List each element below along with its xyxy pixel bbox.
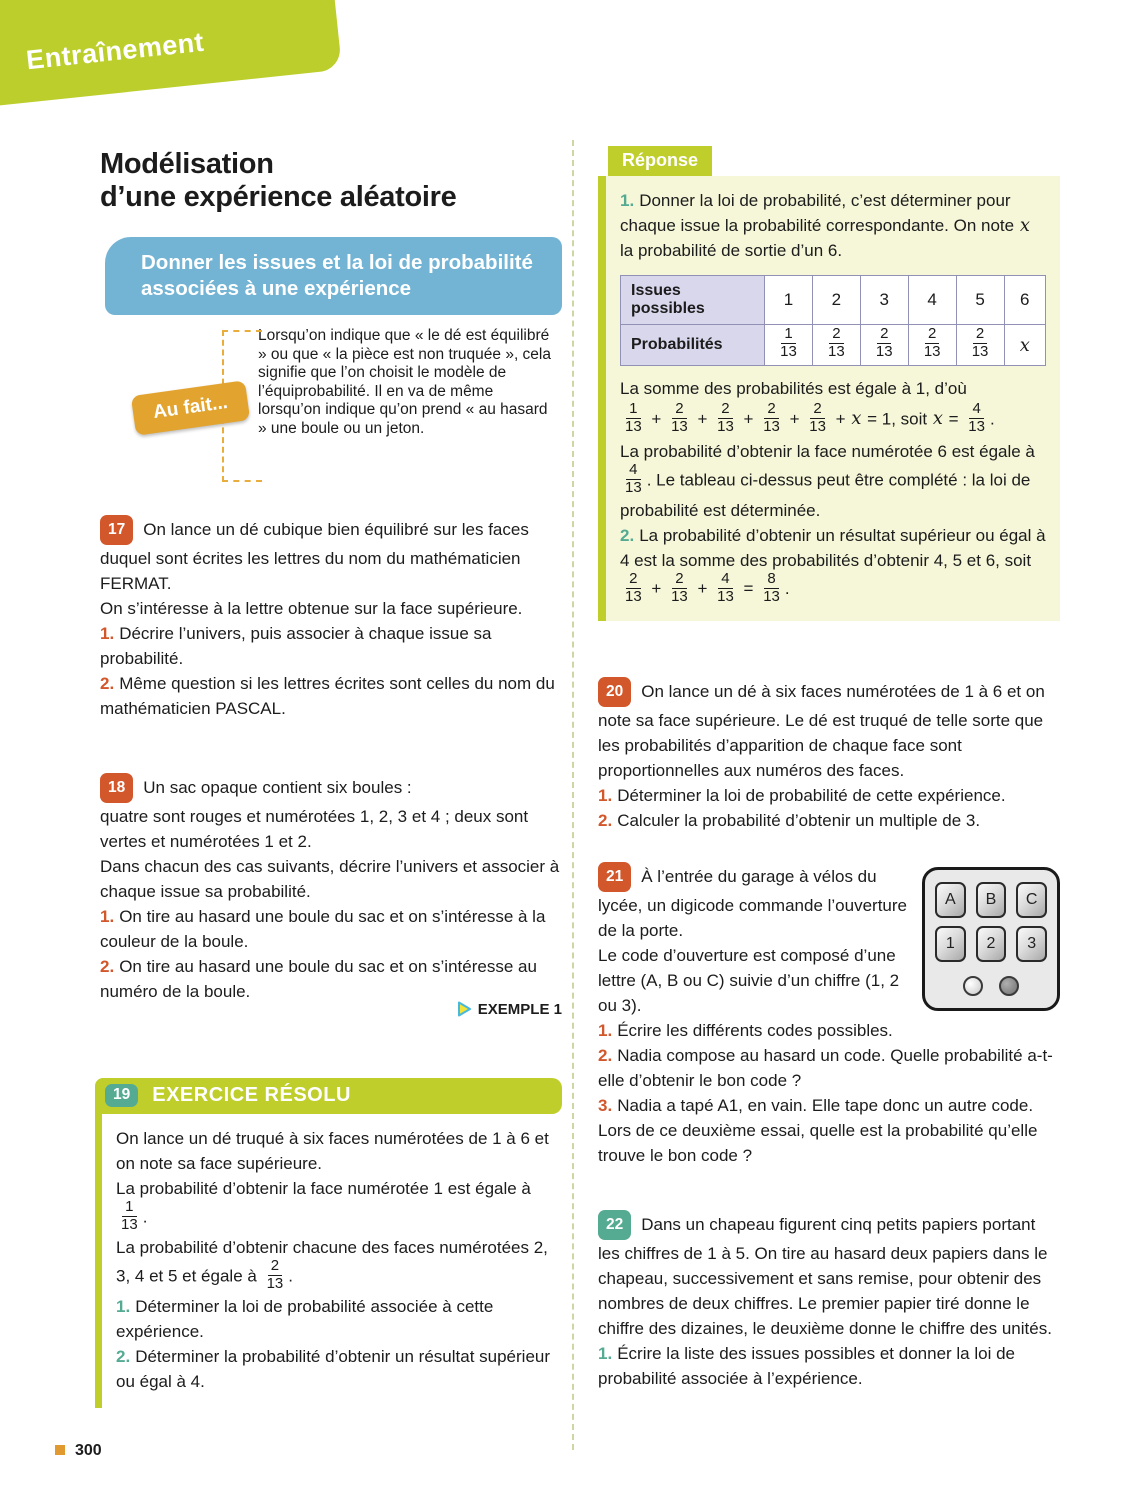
exercise-21-text: À l’entrée du garage à vélos du lycée, un digicode commande l’ouverture de la porte. — [598, 867, 908, 940]
exercise-22 — [598, 1211, 1060, 1391]
table-cell: 2 — [812, 276, 860, 325]
table-cell: 1 — [765, 276, 813, 325]
table-cell: 5 — [956, 276, 1004, 325]
item-marker: 2. — [100, 674, 115, 693]
exercise-18-text3: Dans chacun des cas suivants, décrire l’univers et associer à chaque issue sa probabilité. — [100, 857, 560, 901]
solved-exercise-body — [95, 1114, 562, 1408]
exercise-17-item2 — [100, 671, 562, 721]
item-text: Déterminer la loi de probabilité de cette expérience. — [617, 786, 1006, 805]
reponse-sum-intro: La somme des probabilités est égale à 1, d’où — [620, 379, 967, 398]
banner-label: Entraînement — [24, 26, 206, 76]
exercise-17-badge: 17 — [100, 515, 133, 545]
table-cell: 4 — [908, 276, 956, 325]
digicode-image — [922, 867, 1060, 1011]
indicator-light-right — [999, 976, 1019, 996]
exercise-21-item1 — [598, 1018, 1060, 1043]
table-cell: 6 — [1004, 276, 1046, 325]
item-marker: 2. — [116, 1347, 131, 1366]
exercise-22-badge: 22 — [598, 1210, 631, 1240]
au-fait-badge: Au fait... — [131, 380, 250, 436]
item-text: Déterminer la loi de probabilité associée à cette expérience. — [116, 1297, 494, 1341]
column-divider — [572, 140, 574, 1450]
reponse-text3: La probabilité d’obtenir la face numérotée 6 est égale à $\frac{4}{13}$ . Le tableau ci-dessus peut être complété : la loi de probabilité est déterminée. — [620, 442, 1035, 520]
exercise-21-item3 — [598, 1093, 1060, 1168]
digicode-key-1: 1 — [935, 926, 966, 962]
item-text: Même question si les lettres écrites sont celles du nom du mathématicien PASCAL. — [100, 674, 555, 718]
au-fait-note — [100, 327, 562, 487]
solved-exercise-header — [95, 1078, 562, 1114]
exercise-20 — [598, 678, 1060, 833]
table-header-probabilities: Probabilités — [621, 325, 765, 366]
digicode-key-3: 3 — [1016, 926, 1047, 962]
item-text: On tire au hasard une boule du sac et on s’intéresse à la couleur de la boule. — [100, 907, 546, 951]
method-box-line2: associées à une expérience — [141, 277, 412, 300]
exercise-21-badge: 21 — [598, 862, 631, 892]
item-text: Décrire l’univers, puis associer à chaque issue sa probabilité. — [100, 624, 492, 668]
exercise-17-text: On lance un dé cubique bien équilibré sur les faces duquel sont écrites les lettres du nom du mathématicien FERMAT. — [100, 520, 529, 593]
exemple-triangle-icon — [457, 1001, 472, 1017]
au-fait-text: Lorsqu’on indique que « le dé est équilibré » ou que « la pièce est non truquée », cela signifie que l’on choisit le modèle de l’équiprobabilité. Il en va de même lorsqu’on indique qu’on prend « au hasard » une boule ou un jeton. — [258, 327, 551, 437]
exemple-reference — [100, 1001, 562, 1018]
item-marker: 3. — [598, 1096, 613, 1115]
table-cell: $\frac{2}{13}$ — [860, 325, 908, 366]
reponse-equation: $\frac{1}{13}$ + $\frac{2}{13}$ + $\frac{2}{13}$ + $\frac{2}{13}$ + $\frac{2}{13}$ + x = 1, soit x = $\frac{4}{13}$ . — [625, 400, 995, 435]
indicator-light-left — [963, 976, 983, 996]
digicode-keys — [935, 882, 1047, 962]
exercise-20-item2 — [598, 808, 1060, 833]
exercise-18 — [100, 774, 562, 1004]
item-text: Calculer la probabilité d’obtenir un multiple de 3. — [617, 811, 981, 830]
item-marker: 1. — [598, 786, 613, 805]
reponse-box — [598, 176, 1060, 621]
item-text: Écrire la liste des issues possibles et donner la loi de probabilité associée à l’expérience. — [598, 1344, 1016, 1388]
page-title-line2: d’une expérience aléatoire — [100, 181, 457, 213]
exemple-label: EXEMPLE 1 — [477, 1001, 562, 1018]
item-marker: 2. — [598, 1046, 613, 1065]
exercise-19-text2: La probabilité d’obtenir la face numérotée 1 est égale à $\frac{1}{13}$ . — [116, 1179, 531, 1233]
page-number-value: 300 — [75, 1442, 102, 1459]
item-marker: 1. — [598, 1344, 613, 1363]
reponse-block — [598, 146, 1060, 621]
entrainement-banner — [0, 0, 342, 110]
method-box-line1: Donner les issues et la loi de probabilité — [141, 251, 533, 274]
reponse-item2 — [620, 523, 1046, 607]
page-number-bullet — [55, 1445, 65, 1455]
exercise-17-text2: On s’intéresse à la lettre obtenue sur la face supérieure. — [100, 599, 523, 618]
solved-exercise-title: EXERCICE RÉSOLU — [152, 1084, 351, 1106]
digicode-key-C: C — [1016, 882, 1047, 918]
exercise-19-item2 — [116, 1344, 556, 1394]
digicode-lights — [935, 976, 1047, 996]
reponse-tab: Réponse — [608, 146, 712, 176]
table-row-issues — [621, 276, 1046, 325]
item-marker: 2. — [100, 957, 115, 976]
page-number — [55, 1442, 102, 1460]
exercise-18-item2 — [100, 954, 562, 1004]
exercise-19-badge: 19 — [105, 1084, 138, 1107]
table-cell: x — [1004, 325, 1046, 366]
exercise-20-intro — [598, 678, 1060, 783]
item-text: Déterminer la probabilité d’obtenir un résultat supérieur ou égal à 4. — [116, 1347, 551, 1391]
exercise-17-item1 — [100, 621, 562, 671]
exercise-19-item1 — [116, 1294, 556, 1344]
exercise-21-text2: Le code d’ouverture est composé d’une lettre (A, B ou C) suivie d’un chiffre (1, 2 ou 3). — [598, 946, 900, 1015]
table-cell: 3 — [860, 276, 908, 325]
item-text: Écrire les différents codes possibles. — [617, 1021, 893, 1040]
exercise-18-text2: quatre sont rouges et numérotées 1, 2, 3 et 4 ; deux sont vertes et numérotées 1 et 2. — [100, 807, 529, 851]
exercise-18-badge: 18 — [100, 773, 133, 803]
item-marker: 1. — [598, 1021, 613, 1040]
exercise-18-text: Un sac opaque contient six boules : — [143, 778, 412, 797]
exercise-22-item1 — [598, 1341, 1060, 1391]
exercise-21 — [598, 863, 1060, 1168]
item-text: Nadia compose au hasard un code. Quelle probabilité a-t-elle d’obtenir le bon code ? — [598, 1046, 1053, 1090]
exercise-18-intro — [100, 774, 562, 804]
item-text: Donner la loi de probabilité, c’est déterminer pour chaque issue la probabilité correspondante. On note x la probabilité de sortie d’un 6. — [620, 191, 1030, 260]
table-cell: $\frac{2}{13}$ — [908, 325, 956, 366]
table-header-issues: Issues possibles — [621, 276, 765, 325]
table-cell: $\frac{2}{13}$ — [956, 325, 1004, 366]
digicode-key-2: 2 — [976, 926, 1007, 962]
digicode-key-B: B — [976, 882, 1007, 918]
item-marker: 1. — [100, 907, 115, 926]
item-marker: 1. — [116, 1297, 131, 1316]
page-title — [100, 148, 562, 214]
table-cell: $\frac{2}{13}$ — [812, 325, 860, 366]
page-title-line1: Modélisation — [100, 148, 274, 180]
table-cell: $\frac{1}{13}$ — [765, 325, 813, 366]
exercise-18-item1 — [100, 904, 562, 954]
reponse-item1 — [620, 188, 1046, 263]
exercise-19-text3: La probabilité d’obtenir chacune des faces numérotées 2, 3, 4 et 5 et égale à $\frac{2}{13}$ . — [116, 1238, 548, 1292]
item-marker: 2. — [598, 811, 613, 830]
exercise-22-intro — [598, 1211, 1060, 1341]
item-marker: 1. — [100, 624, 115, 643]
item-marker: 1. — [620, 191, 635, 210]
exercise-20-badge: 20 — [598, 677, 631, 707]
item-text: La probabilité d’obtenir un résultat supérieur ou égal à 4 est la somme des probabilités d’obtenir 4, 5 et 6, soit $\frac{2}{13}$ + $\frac{2}{13}$ + $\frac{4}{13}$ = $\frac{8}{13}$ . — [620, 526, 1046, 605]
item-text: Nadia a tapé A1, en vain. Elle tape donc un autre code. Lors de ce deuxième essai, quelle est la probabilité qu’elle trouve le bon code ? — [598, 1096, 1038, 1165]
item-marker: 2. — [620, 526, 635, 545]
exercise-20-text: On lance un dé à six faces numérotées de 1 à 6 et on note sa face supérieure. Le dé est truqué de telle sorte que les probabilités d’apparition de chaque face sont proportionnelles aux numéros des faces. — [598, 682, 1045, 780]
method-box — [105, 237, 562, 315]
exercise-17 — [100, 516, 562, 721]
item-text: On tire au hasard une boule du sac et on s’intéresse au numéro de la boule. — [100, 957, 537, 1001]
table-row-probabilities — [621, 325, 1046, 366]
exercise-19-text1: On lance un dé truqué à six faces numérotées de 1 à 6 et on note sa face supérieure. — [116, 1129, 549, 1173]
exercise-22-text: Dans un chapeau figurent cinq petits papiers portant les chiffres de 1 à 5. On tire au hasard deux papiers dans le chapeau, successivement et sans remise, pour obtenir des nombres de deux chiffres. Le premier papier tiré donne le chiffre des dizaines, le deuxième donne le chiffre des unités. — [598, 1215, 1052, 1338]
exercise-17-intro — [100, 516, 562, 596]
exercise-20-item1 — [598, 783, 1060, 808]
digicode-key-A: A — [935, 882, 966, 918]
exercise-21-item2 — [598, 1043, 1060, 1093]
probability-table — [620, 275, 1046, 366]
exercise-19-solved — [95, 1078, 562, 1408]
